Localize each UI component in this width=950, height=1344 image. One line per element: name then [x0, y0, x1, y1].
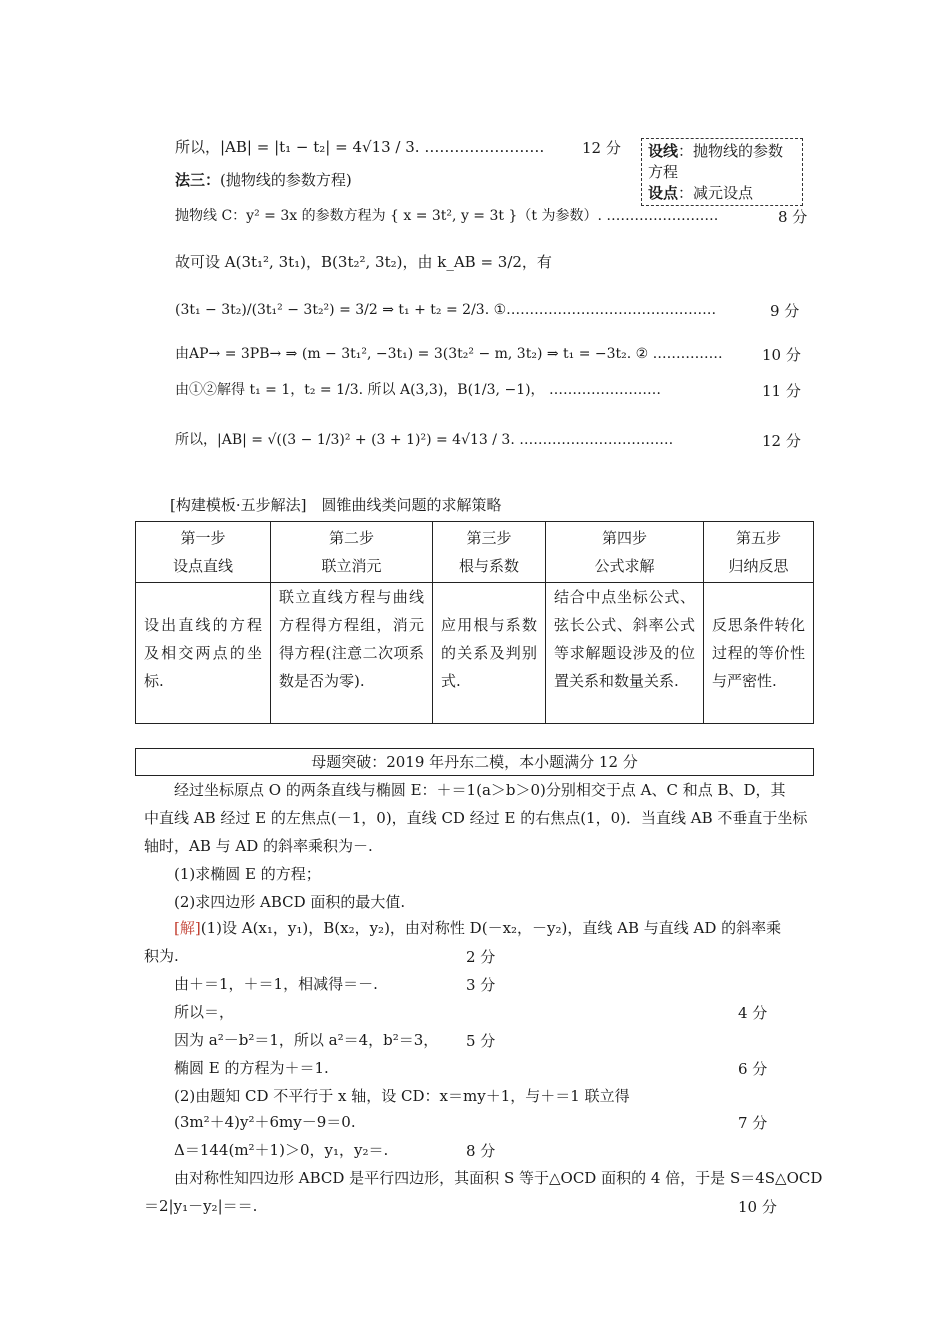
question-2: (2)求四边形 ABCD 面积的最大值. [174, 893, 406, 911]
table-body-row [136, 583, 814, 724]
solution-line-8: Δ＝144(m²＋1)＞0，y₁，y₂＝. [174, 1141, 389, 1159]
points-3: 3 分 [466, 976, 496, 994]
solution-line-distance: 所以，|AB| = √((3 − 1/3)² + (3 + 1)²) = 4√13 / 3. …………………………… [175, 432, 674, 448]
solution-line-1 [174, 914, 781, 942]
solution-line-10: ＝2|y₁－y₂|＝＝. [144, 1197, 258, 1215]
problem-line-1: 经过坐标原点 O 的两条直线与椭圆 E：＋＝1(a＞b＞0)分别相交于点 A、C 和点 B、D，其 [174, 781, 786, 799]
problem-line-3: 轴时，AB 与 AD 的斜率乘积为－. [144, 837, 373, 855]
solution-text-1: (1)设 A(x₁，y₁)，B(x₂，y₂)，由对称性 D(－x₂，－y₂)，直线 AB 与直线 AD 的斜率乘 [200, 919, 782, 937]
table-header-row [136, 522, 814, 583]
side-note-label-1: 设线 [648, 142, 679, 160]
method3-title: 法三： [175, 171, 221, 189]
solution-line-3: 所以＝， [174, 1003, 235, 1021]
source-banner: 母题突破：2019 年丹东二模，本小题满分 12 分 [135, 748, 814, 776]
five-step-table [135, 521, 814, 724]
step-header-1: 第一步 设点直线 [136, 522, 271, 583]
points-9: 9 分 [770, 302, 800, 320]
problem-line-2: 中直线 AB 经过 E 的左焦点(－1，0)，直线 CD 经过 E 的右焦点(1，0)．当直线 AB 不垂直于坐标 [144, 809, 808, 827]
method3-subtitle: (抛物线的参数方程) [220, 171, 352, 189]
points-7: 7 分 [738, 1114, 768, 1132]
solution-line-parametric: 抛物线 C：y² = 3x 的参数方程为 { x = 3t², y = 3t }（t 为参数）. …………………… [175, 208, 719, 224]
step-body-3: 应用根与系数的关系及判别式. [433, 583, 546, 724]
side-note-text-1: ：抛物线的参数方程 [648, 142, 784, 181]
solution-line-4: 因为 a²－b²＝1，所以 a²＝4，b²＝3， [174, 1031, 439, 1049]
step-header-5: 第五步 归纳反思 [704, 522, 814, 583]
solution-line-vector: 由AP→ = 3PB→ ⇒ (m − 3t₁², −3t₁) = 3(3t₂² − m, 3t₂) ⇒ t₁ = −3t₂. ② …………… [175, 346, 723, 362]
points-4: 4 分 [738, 1004, 768, 1022]
solution-line-slope: (3t₁ − 3t₂)/(3t₁² − 3t₂²) = 3/2 ⇒ t₁ + t₂ = 2/3. ①……………………………………… [175, 302, 717, 318]
question-1: (1)求椭圆 E 的方程； [174, 865, 321, 883]
solution-line-2: 由＋＝1，＋＝1，相减得＝－. [174, 975, 378, 993]
solution-line-ab-length: 所以，|AB| = |t₁ − t₂| = 4√13 / 3. …………………… [175, 138, 545, 156]
method3-heading [175, 170, 352, 190]
points-10b: 10 分 [738, 1198, 777, 1216]
step-header-3: 第三步 根与系数 [433, 522, 546, 583]
points-5: 5 分 [466, 1032, 496, 1050]
points-6: 6 分 [738, 1060, 768, 1078]
solution-line-set-points: 故可设 A(3t₁², 3t₁)，B(3t₂², 3t₂)，由 k_AB = 3/2，有 [175, 253, 552, 271]
points-2: 2 分 [466, 948, 496, 966]
step-body-4: 结合中点坐标公式、弦长公式、斜率公式等求解题设涉及的位置关系和数量关系. [546, 583, 704, 724]
side-note-text-2: ：减元设点 [678, 184, 754, 202]
step-body-2: 联立直线方程与曲线方程得方程组，消元得方程(注意二次项系数是否为零). [271, 583, 433, 724]
points-11: 11 分 [762, 382, 801, 400]
solution-line-7: (3m²＋4)y²＋6my－9＝0. [174, 1113, 356, 1131]
points-12a: 12 分 [582, 139, 621, 157]
solution-line-6: (2)由题知 CD 不平行于 x 轴，设 CD：x＝my＋1，与＋＝1 联立得 [174, 1087, 630, 1105]
points-8b: 8 分 [466, 1142, 496, 1160]
side-note-label-2: 设点 [648, 184, 679, 202]
solution-line-9: 由对称性知四边形 ABCD 是平行四边形，其面积 S 等于△OCD 面积的 4 倍，于是 S＝4S△OCD [174, 1169, 823, 1187]
template-caption: [构建模板·五步解法] 圆锥曲线类问题的求解策略 [170, 496, 502, 514]
step-body-5: 反思条件转化过程的等价性与严密性. [704, 583, 814, 724]
solution-tag: [解] [174, 919, 201, 937]
solution-line-5: 椭圆 E 的方程为＋＝1. [174, 1059, 329, 1077]
points-8a: 8 分 [778, 208, 808, 226]
solution-line-1b: 积为. [144, 947, 179, 965]
step-header-2: 第二步 联立消元 [271, 522, 433, 583]
step-header-4: 第四步 公式求解 [546, 522, 704, 583]
side-note-box [641, 138, 803, 206]
points-10a: 10 分 [762, 346, 801, 364]
solution-line-solve: 由①②解得 t₁ = 1，t₂ = 1/3. 所以 A(3,3)，B(1/3, −1)， …………………… [175, 382, 662, 398]
points-12b: 12 分 [762, 432, 801, 450]
step-body-1: 设出直线的方程及相交两点的坐标. [136, 583, 271, 724]
